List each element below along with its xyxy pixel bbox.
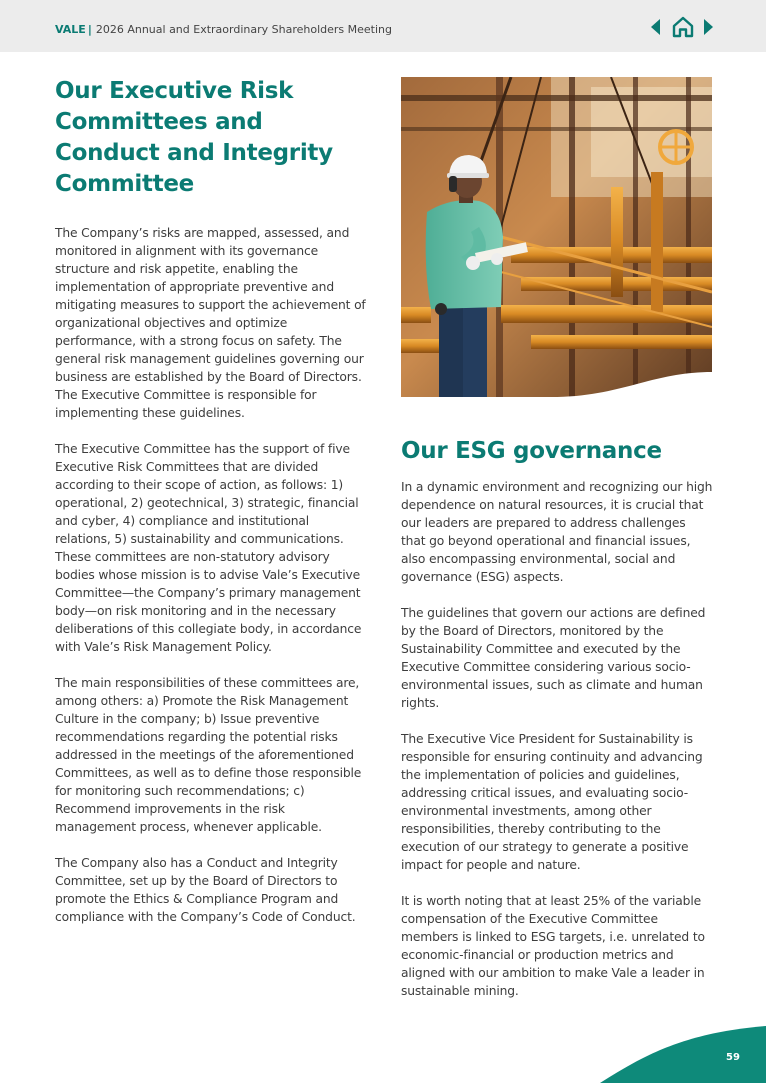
page-header (0, 0, 766, 52)
home-button[interactable] (670, 14, 696, 40)
header-separator: | (87, 23, 92, 36)
page-number: 59 (726, 1052, 740, 1063)
section-title-esg-governance: Our ESG governance (401, 438, 662, 464)
header-brand-line (55, 23, 392, 36)
right-column (401, 436, 713, 1018)
previous-page-button[interactable] (648, 14, 662, 40)
paragraph: The guidelines that govern our actions are defined by the Board of Directors, monitored by the Sustainability Committee and executed by the Executive Committee considering various socio-environmental issues, such as climate and human rights. (401, 606, 706, 710)
section-title-risk-committees: Our Executive Risk Committees and Conduct and Integrity Committee (55, 78, 333, 197)
page-navigation (648, 14, 718, 40)
document-title: 2026 Annual and Extraordinary Shareholders Meeting (95, 23, 392, 36)
footer-corner-wave (600, 1018, 766, 1083)
paragraph: In a dynamic environment and recognizing our high dependence on natural resources, it is crucial that our leaders are prepared to address challenges that go beyond operational and financial issues, also encompassing environmental, social and governance (ESG) aspects. (401, 480, 713, 584)
chevron-right-icon (702, 14, 716, 40)
home-icon (670, 14, 696, 40)
paragraph: The Company’s risks are mapped, assessed, and monitored in alignment with its governance structure and risk appetite, enabling the implementation of appropriate preventive and mitigating measures to support the achievement of organizational objectives and optimize performance, with a strong focus on safety. The general risk management guidelines governing our business are established by the Board of Directors. The Executive Committee is responsible for implementing these guidelines. (55, 226, 366, 420)
paragraph: It is worth noting that at least 25% of the variable compensation of the Executive Committee members is linked to ESG targets, i.e. unrelated to economic-financial or production metrics and aligned with our ambition to make Vale a leader in sustainable mining. (401, 894, 705, 998)
paragraph: The Executive Committee has the support of five Executive Risk Committees that are divided according to their scope of action, as follows: 1) operational, 2) geotechnical, 3) strategic, financial and cyber, 4) compliance and institutional relations, 5) sustainability and communications. These committees are non-statutory advisory bodies whose mission is to advise Vale’s Executive Committee—the Company’s primary management body—on risk monitoring and in the necessary deliberations of this collegiate body, in accordance with Vale’s Risk Management Policy. (55, 442, 362, 654)
left-column (55, 76, 367, 944)
brand-logo-text: VALE (55, 23, 86, 36)
paragraph: The Executive Vice President for Sustainability is responsible for ensuring continuity and advancing the implementation of policies and guidelines, addressing critical issues, and evaluating socio-environmental investments, among other responsibilities, thereby contributing to the execution of our strategy to generate a positive impact for people and nature. (401, 732, 703, 872)
next-page-button[interactable] (702, 14, 716, 40)
chevron-left-icon (648, 14, 662, 40)
paragraph: The main responsibilities of these committees are, among others: a) Promote the Risk Management Culture in the company; b) Issue preventive recommendations regarding the potential risks addressed in the meetings of the aforementioned Committees, as well as to define those responsible for monitoring such recommendations; c) Recommend improvements in the risk management process, whenever applicable. (55, 676, 362, 834)
industrial-worker-photo (401, 77, 712, 401)
paragraph: The Company also has a Conduct and Integrity Committee, set up by the Board of Directors to promote the Ethics & Compliance Program and compliance with the Company’s Code of Conduct. (55, 856, 356, 924)
